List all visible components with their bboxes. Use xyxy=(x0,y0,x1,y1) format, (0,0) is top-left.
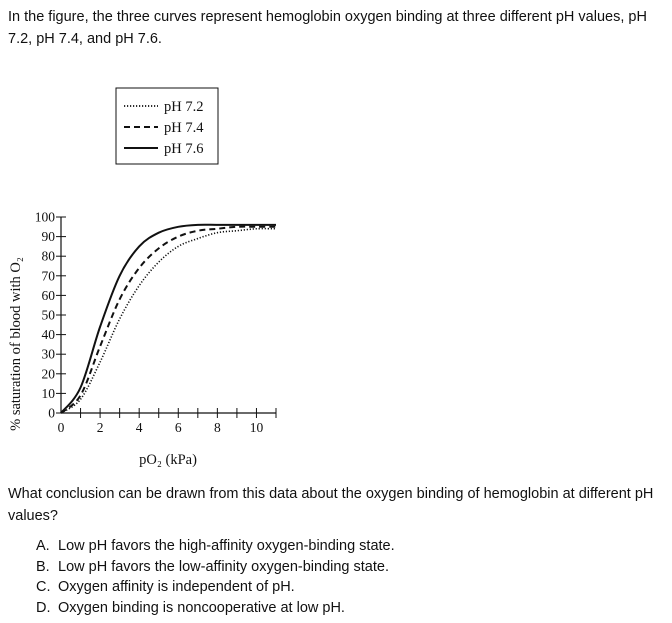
x-tick-label: 4 xyxy=(135,420,143,435)
choice-letter: A. xyxy=(36,538,50,554)
oxygen-dissociation-chart xyxy=(0,80,300,480)
choice-letter: D. xyxy=(36,599,51,616)
choice-d[interactable] xyxy=(36,598,395,619)
choice-letter: C. xyxy=(36,579,51,595)
x-tick-label: 6 xyxy=(174,420,182,435)
choice-text: Oxygen affinity is independent of pH. xyxy=(58,579,295,595)
y-tick-label: 50 xyxy=(41,307,55,323)
x-tick-label: 2 xyxy=(96,420,104,435)
answer-choices xyxy=(36,536,395,618)
legend xyxy=(116,88,218,164)
y-tick-label: 80 xyxy=(41,248,55,264)
series-lines xyxy=(61,225,276,413)
choice-text: Oxygen binding is noncooperative at low pH. xyxy=(58,599,345,616)
choice-c[interactable] xyxy=(36,577,395,598)
x-tick-label: 8 xyxy=(213,420,221,435)
y-tick-label: 40 xyxy=(41,327,55,343)
y-axis-label: % saturation of blood with O₂ xyxy=(8,257,24,431)
y-tick-label: 60 xyxy=(41,287,55,303)
choice-letter: B. xyxy=(36,558,50,575)
x-tick-label: 0 xyxy=(57,420,65,435)
x-axis-label: pO₂ (kPa) xyxy=(139,452,197,468)
x-tick-label: 10 xyxy=(249,420,264,435)
y-tick-label: 30 xyxy=(41,346,55,362)
legend-label: pH 7.6 xyxy=(164,141,204,157)
legend-label: pH 7.4 xyxy=(164,120,204,136)
choice-a[interactable] xyxy=(36,536,395,557)
y-tick-label: 100 xyxy=(34,209,55,225)
y-tick-label: 70 xyxy=(41,268,55,284)
y-tick-label: 10 xyxy=(41,385,55,401)
choice-text: Low pH favors the high-affinity oxygen-binding state. xyxy=(58,538,395,554)
choice-b[interactable] xyxy=(36,557,395,578)
series-line-ph-7-2 xyxy=(61,229,276,413)
question-intro: In the figure, the three curves represent hemoglobin oxygen binding at three different pH values, pH 7.2, pH 7.4, and pH 7.6. xyxy=(8,9,647,47)
legend-label: pH 7.2 xyxy=(164,99,204,115)
y-tick-label: 20 xyxy=(41,366,55,382)
choice-text: Low pH favors the low-affinity oxygen-binding state. xyxy=(58,558,389,575)
question-prompt: What conclusion can be drawn from this data about the oxygen binding of hemoglobin at different pH values? xyxy=(8,486,654,524)
y-tick-label: 0 xyxy=(48,405,55,421)
series-line-ph-7-4 xyxy=(61,227,276,413)
y-tick-label: 90 xyxy=(41,229,55,245)
